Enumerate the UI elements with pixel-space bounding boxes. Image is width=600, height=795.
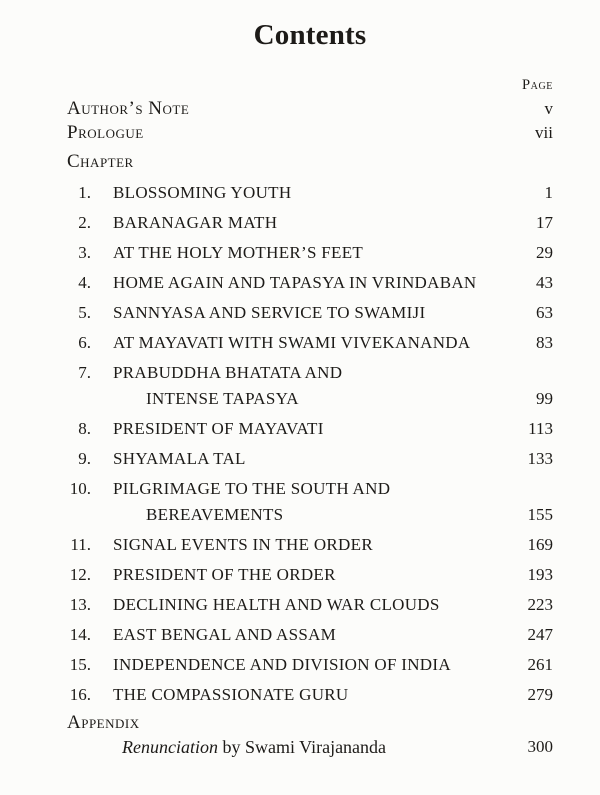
front-matter-list [67,97,553,145]
chapter-number: 12. [69,565,91,584]
chapter-title: HOME AGAIN AND TAPASYA IN VRINDABAN [113,273,477,292]
chapter-title: DECLINING HEALTH AND WAR CLOUDS [113,595,440,614]
chapter-page-number: 29 [536,243,553,262]
chapter-page-number: 169 [527,535,553,554]
chapter-row [67,210,553,236]
front-matter-label: Prologue [67,122,144,143]
chapter-row [67,476,553,528]
chapter-title: INDEPENDENCE AND DIVISION OF INDIA [113,655,451,674]
chapter-number: 11. [70,535,91,554]
chapter-title-line2: INTENSE TAPASYA [146,389,299,408]
chapter-number: 7. [78,363,91,382]
front-matter-page: vii [535,123,553,142]
chapter-number: 14. [69,625,91,644]
chapter-title: PILGRIMAGE TO THE SOUTH AND BEREAVEMENTS [113,476,507,528]
chapter-title: BLOSSOMING YOUTH [113,183,292,202]
chapter-page-number: 17 [536,213,553,232]
chapter-title: EAST BENGAL AND ASSAM [113,625,337,644]
chapter-title: PRESIDENT OF MAYAVATI [113,419,324,438]
chapter-row [67,360,553,412]
chapter-title: SHYAMALA TAL [113,449,246,468]
front-matter-page: v [544,99,553,118]
chapter-title: SIGNAL EVENTS IN THE ORDER [113,535,373,554]
chapter-page-number: 1 [544,183,553,202]
chapter-page-number: 99 [536,389,553,408]
chapter-page-number: 63 [536,303,553,322]
chapter-number: 10. [69,479,91,498]
chapter-row [67,446,553,472]
chapter-row [67,300,553,326]
chapter-number: 2. [78,213,91,232]
chapter-page-number: 113 [528,419,553,438]
chapter-page-number: 193 [527,565,553,584]
chapter-list [67,180,553,708]
chapter-row [67,622,553,648]
chapter-number: 3. [78,243,91,262]
chapter-page-number: 155 [527,505,553,524]
chapter-number: 4. [78,273,91,292]
chapter-page-number: 279 [527,685,553,704]
page-title: Contents [253,19,367,51]
chapter-number: 16. [69,685,91,704]
chapter-page-number: 133 [527,449,553,468]
chapter-title: PRESIDENT OF THE ORDER [113,565,336,584]
appendix-row [67,734,553,760]
appendix-heading: Appendix [67,712,140,733]
chapter-title: PRABUDDHA BHATATA AND INTENSE TAPASYA [113,360,507,412]
chapter-page-number: 43 [536,273,553,292]
chapter-row [67,532,553,558]
appendix-item [67,734,507,760]
chapter-row [67,240,553,266]
front-matter-label: Author’s Note [67,98,190,119]
chapter-row [67,330,553,356]
chapter-row [67,652,553,678]
front-matter-row [67,97,553,121]
chapter-number: 15. [69,655,91,674]
chapter-page-number: 83 [536,333,553,352]
chapter-number: 9. [78,449,91,468]
chapter-title: BARANAGAR MATH [113,213,278,232]
chapter-title: AT THE HOLY MOTHER’S FEET [113,243,364,262]
appendix-item-byline: by Swami Virajananda [217,737,387,757]
chapter-row [67,562,553,588]
chapter-number: 1. [78,183,91,202]
appendix-page-number: 300 [527,737,553,756]
chapter-title: SANNYASA AND SERVICE TO SWAMIJI [113,303,426,322]
chapter-title: THE COMPASSIONATE GURU [113,685,349,704]
chapter-title-line2: BEREAVEMENTS [146,505,284,524]
chapter-row [67,682,553,708]
chapter-row [67,592,553,618]
page-column-label: Page [521,77,553,93]
chapter-heading: Chapter [67,151,134,172]
chapter-row [67,180,553,206]
chapter-title: AT MAYAVATI WITH SWAMI VIVEKANANDA [113,333,471,352]
chapter-page-number: 223 [527,595,553,614]
front-matter-row [67,121,553,145]
chapter-number: 8. [78,419,91,438]
chapter-number: 6. [78,333,91,352]
chapter-number: 5. [78,303,91,322]
chapter-number: 13. [69,595,91,614]
chapter-row [67,270,553,296]
chapter-page-number: 247 [527,625,553,644]
appendix-item-title: Renunciation [122,737,218,757]
chapter-page-number: 261 [527,655,553,674]
chapter-row [67,416,553,442]
